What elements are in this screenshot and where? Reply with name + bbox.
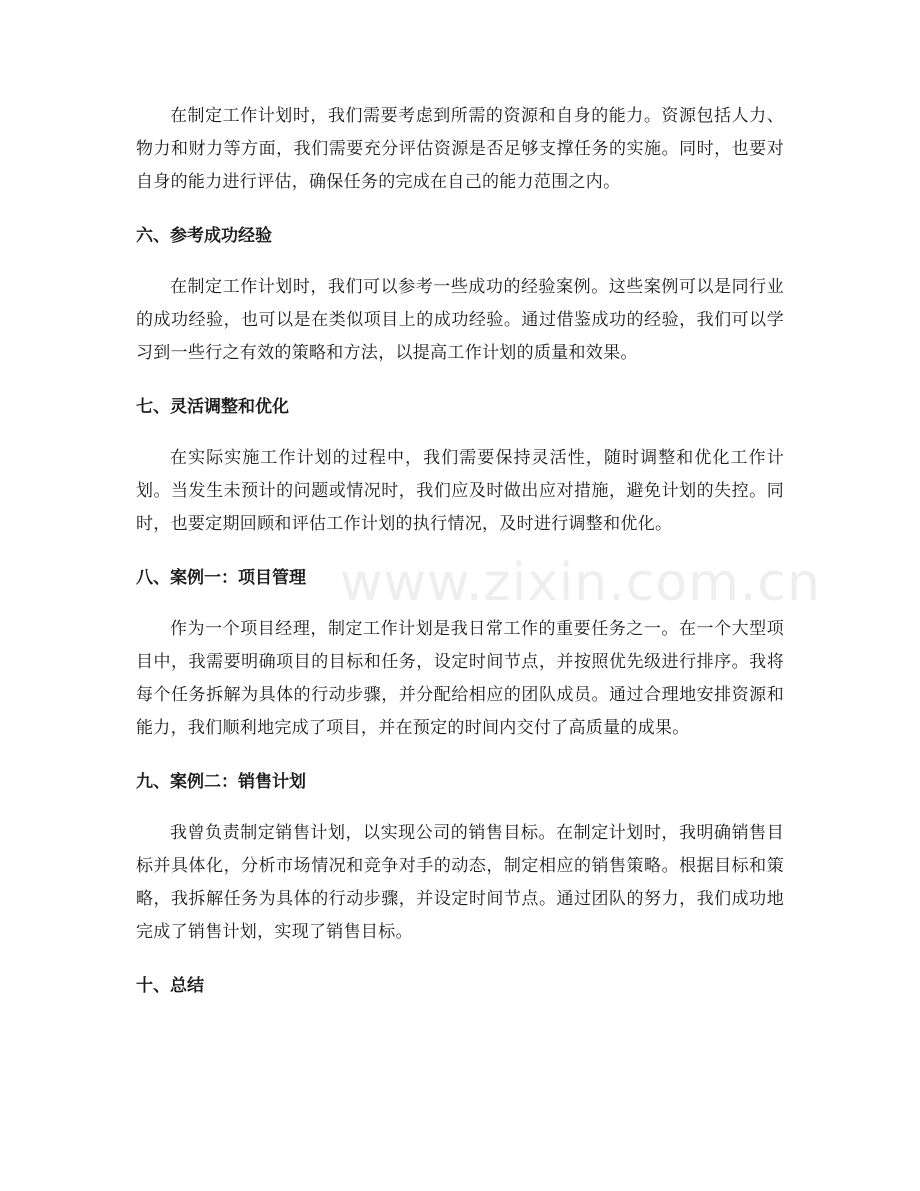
- heading-section-6: 六、参考成功经验: [136, 226, 272, 246]
- heading-section-7: 七、灵活调整和优化: [136, 397, 289, 417]
- document-body: [136, 100, 821, 999]
- watermark: www.zixin.com.cn: [340, 553, 821, 613]
- paragraph-success-experience: 在制定工作计划时，我们可以参考一些成功的经验案例。这些案例可以是同行业的成功经验，也可以是在类似项目上的成功经验。通过借鉴成功的经验，我们可以学习到一些行之有效的策略和方法，以提高工作计划的质量和效果。: [136, 277, 784, 363]
- paragraph-resources: 在制定工作计划时，我们需要考虑到所需的资源和自身的能力。资源包括人力、物力和财力等方面，我们需要充分评估资源是否足够支撑任务的实施。同时，也要对自身的能力进行评估，确保任务的完成在自己的能力范围之内。: [136, 106, 784, 192]
- heading-section-9: 九、案例二：销售计划: [136, 772, 306, 792]
- heading-section-8: 八、案例一：项目管理: [136, 568, 306, 588]
- paragraph-project-management: 作为一个项目经理，制定工作计划是我日常工作的重要任务之一。在一个大型项目中，我需要明确项目的目标和任务，设定时间节点，并按照优先级进行排序。我将每个任务拆解为具体的行动步骤，并分配给相应的团队成员。通过合理地安排资源和能力，我们顺利地完成了项目，并在预定的时间内交付了高质量的成果。: [136, 619, 784, 738]
- paragraph-flexible-adjustment: 在实际实施工作计划的过程中，我们需要保持灵活性，随时调整和优化工作计划。当发生未预计的问题或情况时，我们应及时做出应对措施，避免计划的失控。同时，也要定期回顾和评估工作计划的执行情况，及时进行调整和优化。: [136, 448, 784, 534]
- paragraph-sales-plan: 我曾负责制定销售计划，以实现公司的销售目标。在制定计划时，我明确销售目标并具体化，分析市场情况和竞争对手的动态，制定相应的销售策略。根据目标和策略，我拆解任务为具体的行动步骤，并设定时间节点。通过团队的努力，我们成功地完成了销售计划，实现了销售目标。: [136, 823, 784, 942]
- heading-section-10: 十、总结: [136, 976, 204, 996]
